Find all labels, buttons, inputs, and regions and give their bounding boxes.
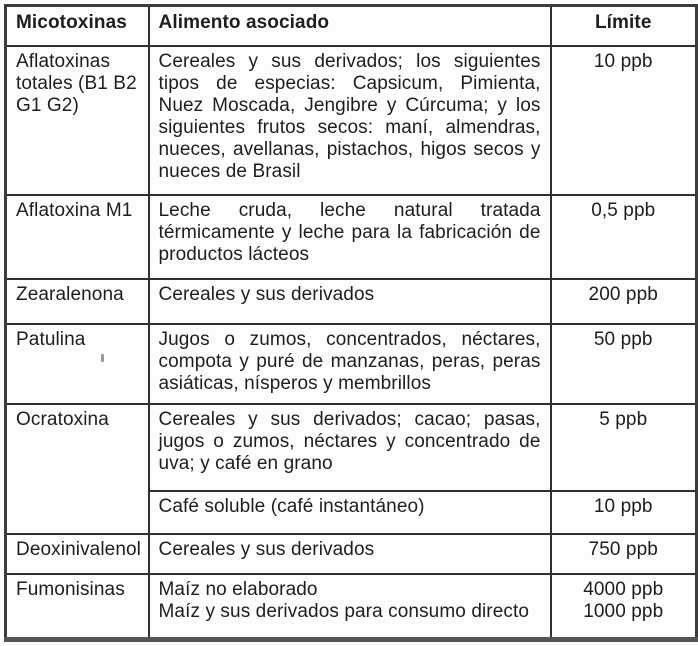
header-alimento-asociado: Alimento asociado [149, 6, 551, 46]
limit-line: 1000 ppb [583, 600, 664, 622]
table-row-zearalenona [6, 279, 697, 324]
food-cell: Café soluble (café instantáneo) [149, 491, 551, 534]
scan-speck [101, 354, 104, 362]
limit-cell: 10 ppb [551, 491, 697, 534]
limit-cell: 10 ppb [551, 46, 697, 195]
toxin-cell: Ocratoxina [6, 404, 149, 534]
toxin-cell: Zearalenona [6, 279, 149, 324]
food-cell: Cereales y sus derivados; cacao; pasas, jugos o zumos, néctares y concentrado de uva; y café en grano [149, 404, 551, 491]
header-limite: Límite [551, 6, 697, 46]
toxin-cell: Deoxinivalenol [6, 534, 149, 574]
table-row-aflatoxinas-totales [6, 46, 697, 195]
food-cell: Cereales y sus derivados; los siguientes tipos de especias: Capsicum, Pimienta, Nuez Moscada, Jengibre y Cúrcuma; y los siguientes frutos secos: maní, almendras, nueces, avellanas, pistachos, higos secos y nueces de Brasil [149, 46, 551, 195]
table-row-patulina [6, 324, 697, 404]
toxin-cell: Aflatoxinas totales (B1 B2 G1 G2) [6, 46, 149, 195]
limit-cell: 0,5 ppb [551, 195, 697, 279]
mycotoxin-limits-table [4, 4, 698, 642]
food-cell: Leche cruda, leche natural tratada térmicamente y leche para la fabricación de productos lácteos [149, 195, 551, 279]
limit-cell [551, 574, 697, 640]
food-cell: Jugos o zumos, concentrados, néctares, compota y puré de manzanas, peras, peras asiáticas, nísperos y membrillos [149, 324, 551, 404]
food-line: Maíz y sus derivados para consumo directo [158, 600, 530, 622]
toxin-cell: Aflatoxina M1 [6, 195, 149, 279]
limit-cell: 750 ppb [551, 534, 697, 574]
table-row-aflatoxina-m1 [6, 195, 697, 279]
table-row-deoxinivalenol [6, 534, 697, 574]
toxin-cell: Fumonisinas [6, 574, 149, 640]
limit-cell: 5 ppb [551, 404, 697, 491]
limit-cell: 200 ppb [551, 279, 697, 324]
toxin-cell: Patulina [6, 324, 149, 404]
table-header-row [6, 6, 697, 46]
table-row-ocratoxina [6, 404, 697, 491]
table-row-fumonisinas [6, 574, 697, 640]
food-cell [149, 574, 551, 640]
food-cell: Cereales y sus derivados [149, 279, 551, 324]
food-line: Maíz no elaborado [158, 578, 318, 600]
header-micotoxinas: Micotoxinas [6, 6, 149, 46]
limit-line: 4000 ppb [583, 578, 664, 600]
food-cell: Cereales y sus derivados [149, 534, 551, 574]
limit-cell: 50 ppb [551, 324, 697, 404]
